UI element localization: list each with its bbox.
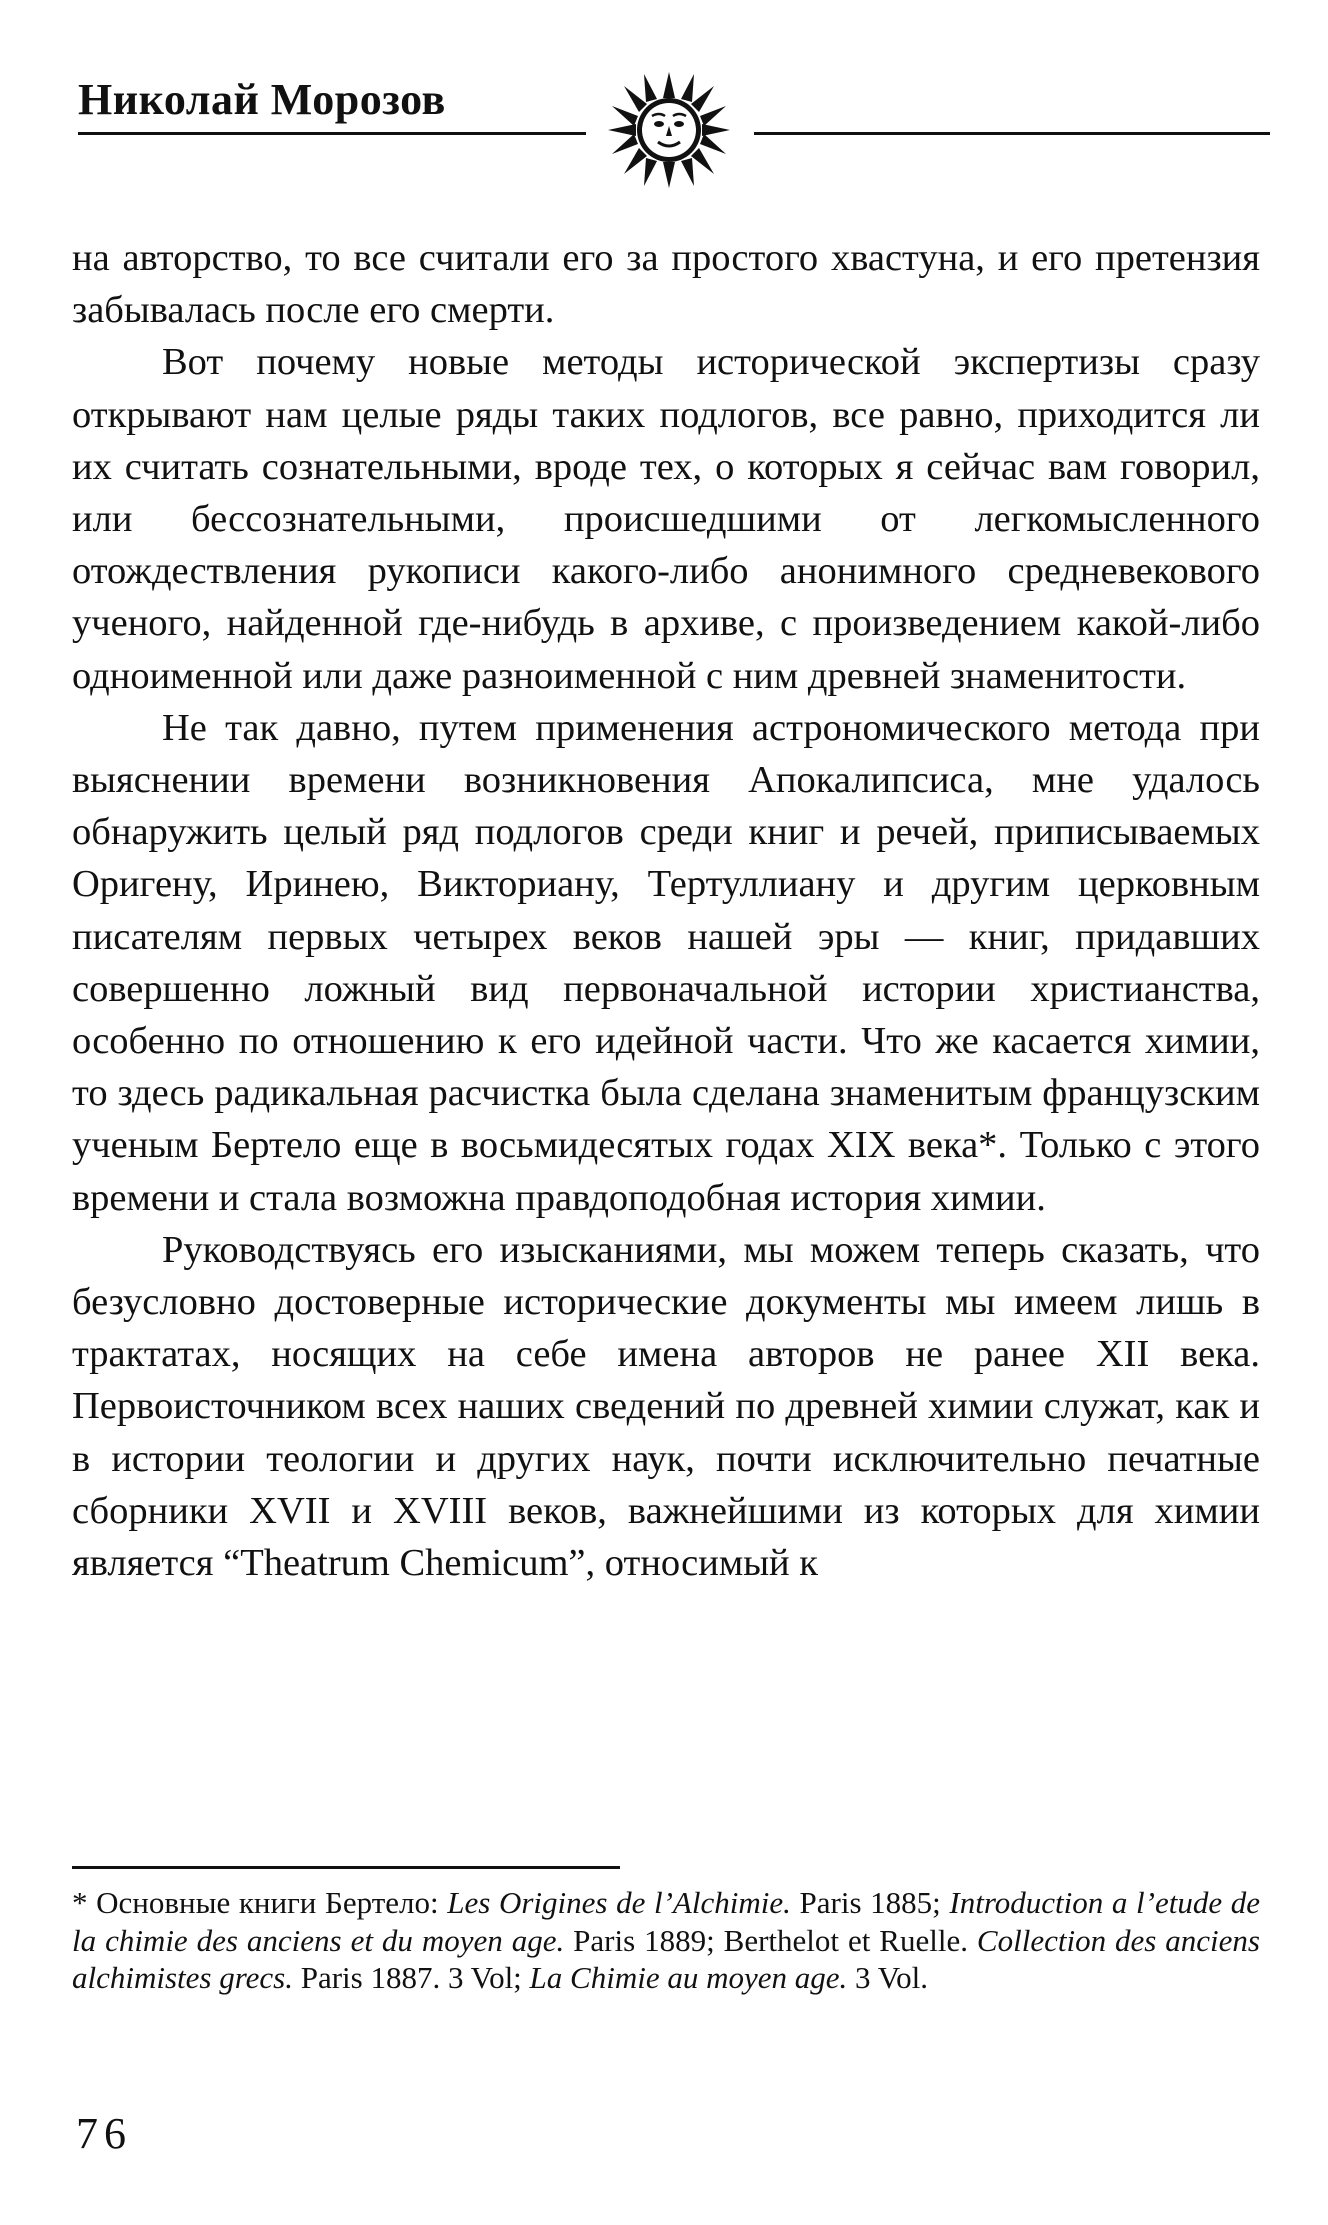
header-rule-left (78, 132, 586, 135)
header-rule-right (754, 132, 1270, 135)
paragraph-3: Не так давно, путем применения астрономического метода при выяснении времени возникновения Апокалипсиса, мне удалось обнаружить целый ряд подлогов среди книг и речей, приписываемых Оригену, Иринею, Викториану, Тертуллиану и другим церковным писателям первых четырех веков нашей эры — книг, придавших совершенно ложный вид первоначальной истории христианства, особенно по отношению к его идейной части. Что же касается химии, то здесь радикальная расчистка была сделана знаменитым французским ученым Бертело еще в восьмидесятых годах XIX века*. Только с этого времени и стала возможна правдоподобная история химии. (72, 706, 1260, 1219)
footnote-place-1: Paris 1885; (790, 1885, 950, 1920)
footnote-title-3: Collection des anciens alchimistes grecs. (72, 1922, 1260, 1995)
paragraph-4: Руководствуясь его изысканиями, мы можем теперь сказать, что безусловно достоверные исторические документы мы имеем лишь в трактатах, носящих на себе имена авторов не ранее XII века. Первоисточником всех наших сведений по древней химии служат, как и в истории теологии и других наук, почти исключительно печатные сборники XVII и XVIII веков, важнейшими из которых для химии является “Theatrum Chemicum”, относимый к (72, 1228, 1260, 1585)
footnote-place-3: Paris 1887. 3 Vol; (292, 1960, 530, 1995)
footnote-lead: Основные книги Бертело: (96, 1885, 448, 1920)
footnote-title-4: La Chimie au moyen age. (529, 1960, 848, 1995)
footnote-title-1: Les Origines de l’Alchimie. (447, 1885, 791, 1920)
sun-emblem-icon (600, 70, 738, 190)
footnote (72, 1884, 1260, 1997)
main-text (72, 232, 1260, 1589)
paragraph-1: на авторство, то все считали его за простого хвастуна, и его претензия забывалась после его смерти. (72, 237, 1260, 332)
author-name: Николай Морозов (78, 75, 446, 124)
running-header (78, 70, 1270, 190)
footnote-title-2: Introduction a l’etude de la chimie des anciens et du moyen age. (72, 1885, 1260, 1958)
footnote-marker: * (72, 1885, 88, 1920)
paragraph-2: Вот почему новые методы исторической экспертизы сразу открывают нам целые ряды таких подлогов, все равно, приходится ли их считать сознательными, вроде тех, о которых я сейчас вам говорил, или бессознательными, происшедшими от легкомысленного отождествления рукописи какого-либо анонимного средневекового ученого, найденной где-нибудь в архиве, с произведением какой-либо одноименной или даже разноименной с ним древней знаменитости. (72, 341, 1260, 697)
footnote-separator (72, 1866, 620, 1869)
footnote-place-2: Paris 1889; Berthelot et Ruelle. (564, 1922, 977, 1958)
page-number: 76 (76, 2109, 132, 2158)
footnote-place-4: 3 Vol. (847, 1960, 928, 1995)
